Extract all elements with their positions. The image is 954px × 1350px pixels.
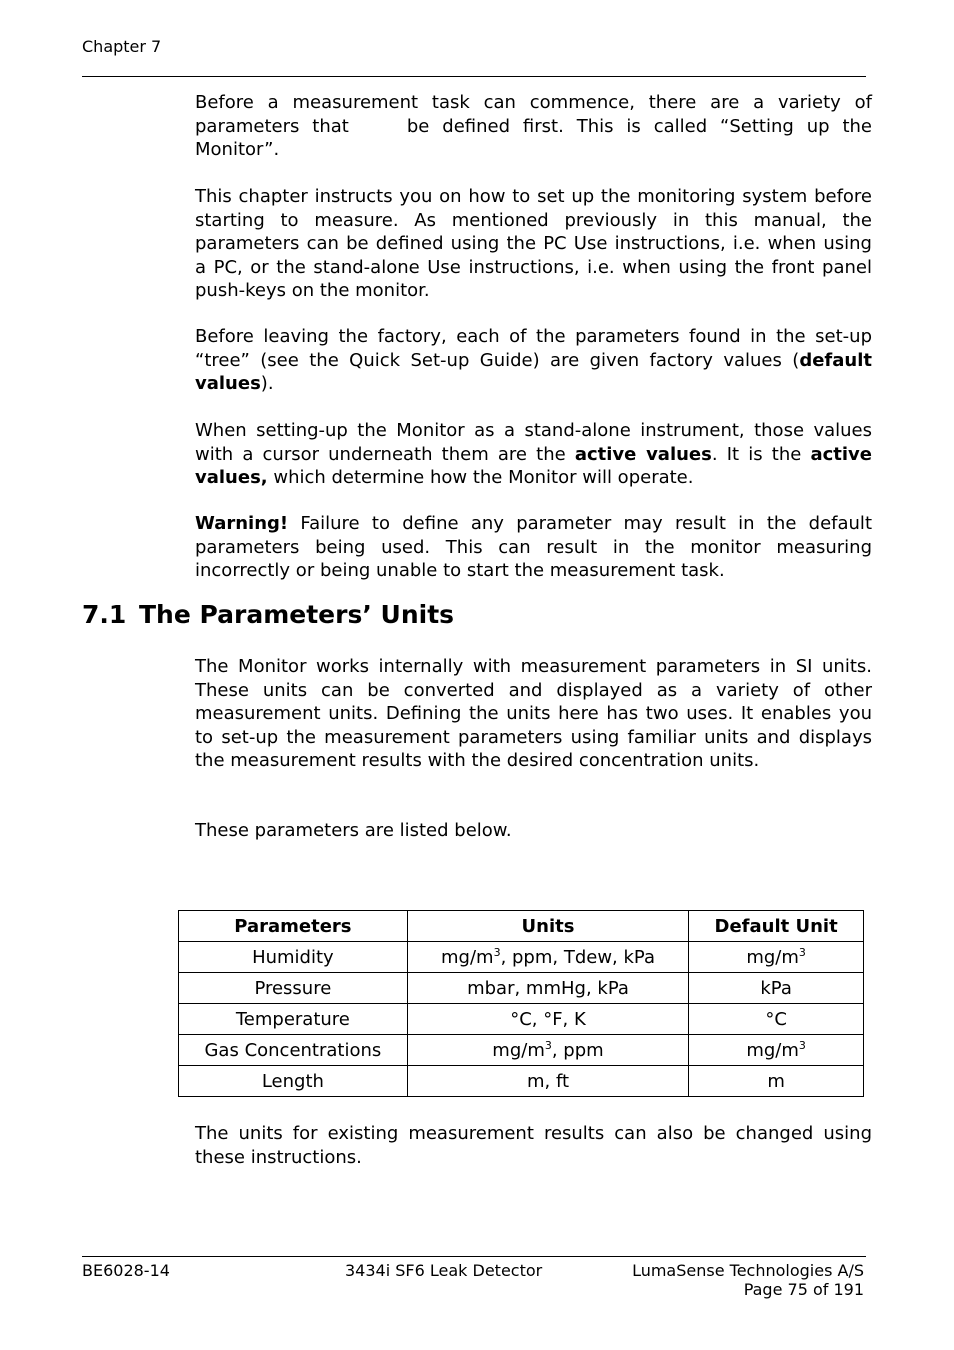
footer-doc-code: BE6028-14 xyxy=(82,1261,170,1280)
column-header: Units xyxy=(407,911,688,942)
parameter-cell: Length xyxy=(179,1066,408,1097)
default-unit-cell: $mg/m^3$ xyxy=(689,1035,864,1066)
table-row xyxy=(179,1066,864,1097)
footer-company: LumaSense Technologies A/S xyxy=(632,1261,864,1280)
parameter-cell: Gas Concentrations xyxy=(179,1035,408,1066)
units-cell: $mg/m^3$, ppm xyxy=(407,1035,688,1066)
default-unit-cell: $mg/m^3$ xyxy=(689,942,864,973)
footer-product: 3434i SF6 Leak Detector xyxy=(345,1261,543,1280)
table-header-row xyxy=(179,911,864,942)
section-paragraph-1: The Monitor works internally with measurement parameters in SI units. These units can be converted and displayed as a variety of other measurement units. Defining the units here has two uses. It enables you to set-up the measurement parameters using familiar units and displays the measurement results with the desired concentration units. xyxy=(195,656,872,771)
units-cell: °C, °F, K xyxy=(407,1004,688,1035)
footer-rule xyxy=(82,1256,866,1257)
intro-paragraph-1: Before a measurement task can commence, there are a variety of parameters that be defined first. This is called “Setting up the Monitor”. xyxy=(195,92,873,160)
section-paragraph-2: These parameters are listed below. xyxy=(195,820,512,841)
default-unit-cell: m xyxy=(689,1066,864,1097)
table-row xyxy=(179,1035,864,1066)
warning-label: Warning! xyxy=(195,513,289,534)
parameter-cell: Temperature xyxy=(179,1004,408,1035)
units-cell: m, ft xyxy=(407,1066,688,1097)
section-number: 7.1 xyxy=(82,600,127,629)
intro-paragraph-4: When setting-up the Monitor as a stand-alone instrument, those values with a cursor underneath them are the active values. It is the active values, which determine how the Monitor will operate. xyxy=(195,420,872,488)
warning-paragraph: Warning! Failure to define any parameter may result in the default parameters being used. This can result in the monitor measuring incorrectly or being unable to start the measurement task. xyxy=(195,513,872,581)
header-rule xyxy=(82,76,866,77)
units-cell: $mg/m^3$, ppm, Tdew, kPa xyxy=(407,942,688,973)
intro-paragraph-2: This chapter instructs you on how to set up the monitoring system before starting to measure. As mentioned previously in this manual, the parameters can be defined using the PC Use instructions, i.e. when using a PC, or the stand-alone Use instructions, i.e. when using the front panel push-keys on the monitor. xyxy=(195,186,872,301)
active-values-term: active values xyxy=(574,443,712,465)
default-values-term: default values xyxy=(195,349,872,394)
intro-paragraph-3: Before leaving the factory, each of the parameters found in the set-up “tree” (see the Quick Set-up Guide) are given factory values (default values). xyxy=(195,326,872,394)
table-row xyxy=(179,973,864,1004)
default-unit-cell: °C xyxy=(689,1004,864,1035)
section-title: The Parameters’ Units xyxy=(139,600,455,629)
section-heading xyxy=(82,600,454,629)
parameter-cell: Humidity xyxy=(179,942,408,973)
parameter-cell: Pressure xyxy=(179,973,408,1004)
parameters-units-table xyxy=(178,910,864,1097)
footer-page-number: Page 75 of 191 xyxy=(743,1280,864,1299)
default-unit-cell: kPa xyxy=(689,973,864,1004)
table-row xyxy=(179,942,864,973)
column-header: Parameters xyxy=(179,911,408,942)
chapter-label: Chapter 7 xyxy=(82,37,162,56)
column-header: Default Unit xyxy=(689,911,864,942)
section-paragraph-3: The units for existing measurement results can also be changed using these instructions. xyxy=(195,1123,872,1168)
active-values-term: active values, xyxy=(195,443,872,488)
units-cell: mbar, mmHg, kPa xyxy=(407,973,688,1004)
table-row xyxy=(179,1004,864,1035)
